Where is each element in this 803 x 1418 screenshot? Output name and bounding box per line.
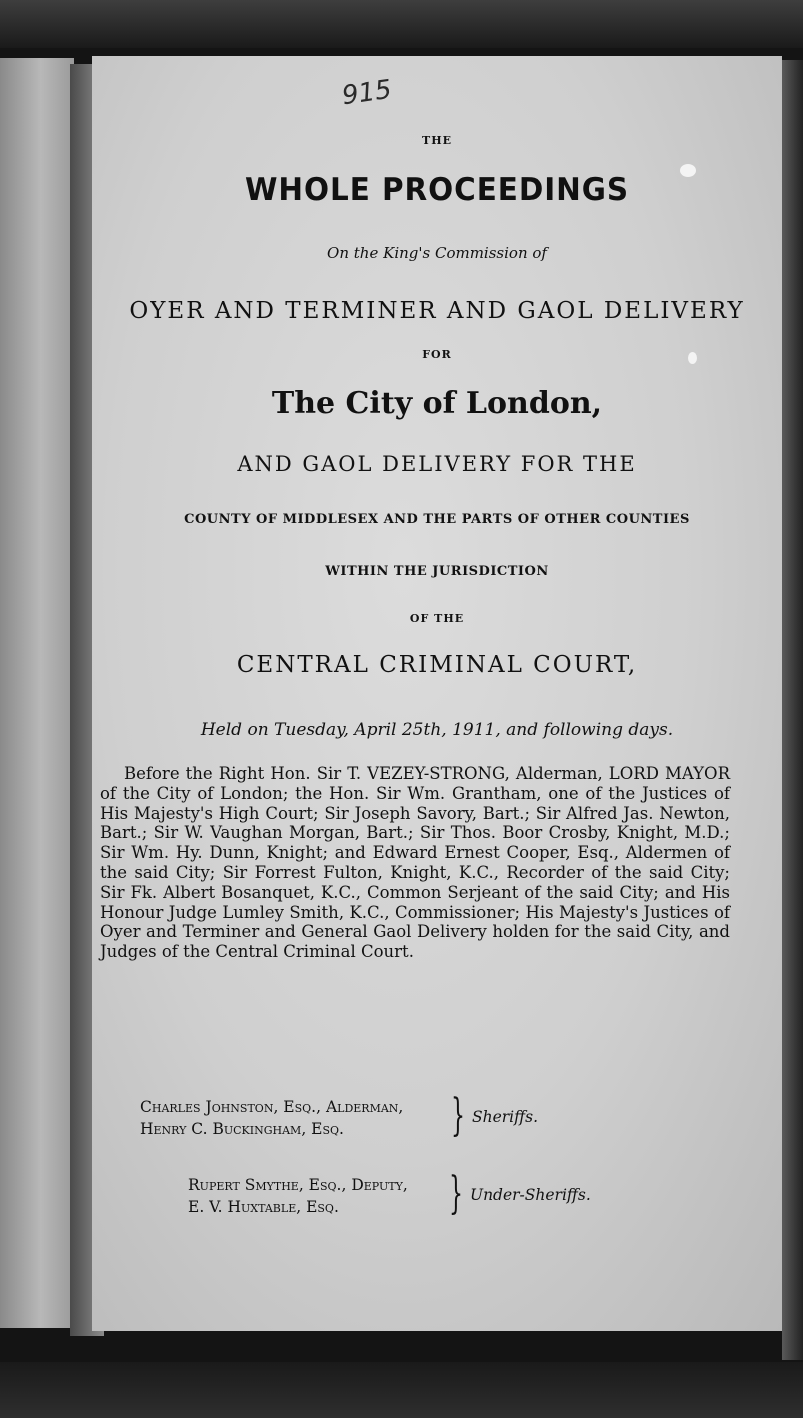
the-label: THE [422, 134, 452, 147]
city-of-london-heading: The City of London, [271, 386, 603, 421]
under-sheriff-name-1: Rupert Smythe, Esq., Deputy, [188, 1176, 408, 1194]
court-heading: CENTRAL CRIMINAL COURT, [236, 652, 638, 678]
sheriffs-row [140, 1090, 740, 1164]
scan-right-border [782, 60, 803, 1360]
under-sheriffs-row [140, 1168, 740, 1242]
sheriff-name-2: Henry C. Buckingham, Esq. [140, 1120, 344, 1138]
commission-line: On the King's Commission of [327, 244, 547, 262]
county-heading: COUNTY OF MIDDLESEX AND THE PARTS OF OTHER COUNTIES [184, 512, 690, 527]
facing-page-edge [0, 58, 74, 1328]
handwritten-page-number: 915 [340, 74, 394, 112]
oyer-terminer-heading: OYER AND TERMINER AND GAOL DELIVERY [129, 298, 745, 324]
judges-paragraph [100, 764, 730, 962]
officers-block [140, 1090, 740, 1242]
gaol-delivery-heading: AND GAOL DELIVERY FOR THE [237, 452, 637, 476]
judges-paragraph-text: Before the Right Hon. Sir T. VEZEY-STRONG, Alderman, LORD MAYOR of the City of London; the Hon. Sir Wm. Grantham, one of the Justices of His Majesty's High Court; Sir Joseph Savory, Bart.; Sir Alfred Jas. Newton, Bart.; Sir W. Vaughan Morgan, Bart.; Sir Thos. Boor Crosby, Knight, M.D.; Sir Wm. Hy. Dunn, Knight; and Edward Ernest Cooper, Esq., Aldermen of the said City; Sir Forrest Fulton, Knight, K.C., Recorder of the said City; Sir Fk. Albert Bosanquet, K.C., Common Serjeant of the said City; and His Honour Judge Lumley Smith, K.C., Commissioner; His Majesty's Justices of Oyer and Terminer and General Gaol Delivery holden for the said City, and Judges of the Central Criminal Court. [100, 764, 730, 962]
under-sheriff-name-2: E. V. Huxtable, Esq. [188, 1198, 339, 1216]
sheriff-name-1: Charles Johnston, Esq., Alderman, [140, 1098, 404, 1116]
sheriffs-title: Sheriffs. [472, 1108, 539, 1126]
session-date-line: Held on Tuesday, April 25th, 1911, and following days. [200, 720, 674, 740]
jurisdiction-heading: WITHIN THE JURISDICTION [325, 564, 549, 579]
under-sheriffs-title: Under-Sheriffs. [470, 1186, 591, 1204]
under-sheriffs-names [188, 1174, 408, 1218]
sheriffs-names [140, 1096, 403, 1140]
under-sheriffs-brace: } [449, 1168, 463, 1219]
for-label: FOR [422, 348, 452, 361]
scan-top-border [0, 0, 803, 48]
document-title: WHOLE PROCEEDINGS [244, 172, 630, 208]
title-page [92, 56, 782, 1331]
of-the-label: OF THE [409, 612, 465, 625]
scan-bottom-border [0, 1362, 803, 1418]
sheriffs-brace: } [451, 1090, 465, 1141]
